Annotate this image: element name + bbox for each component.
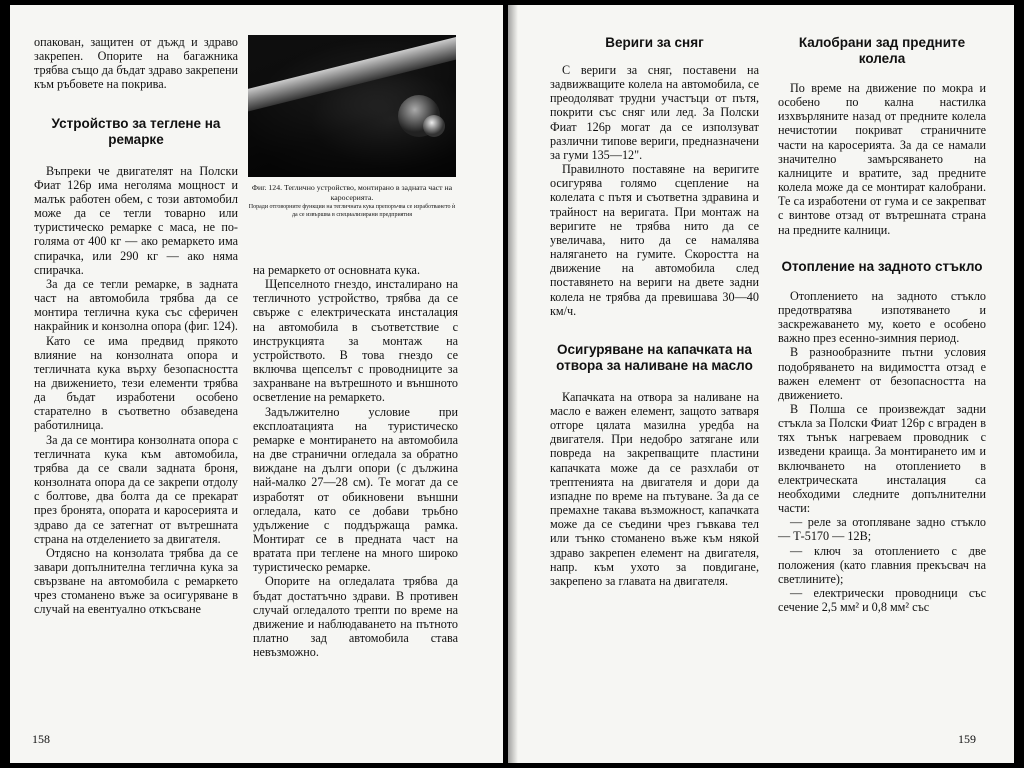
section-heading: Устройство за теглене на ремарке bbox=[51, 115, 221, 147]
section-heading: Отопление на задното стъкло bbox=[781, 258, 983, 274]
paragraph: Опорите на огледалата трябва да бъдат достатъчно здрави. В противен случай огледалото трепти по време на движение и наблюдаването на пътното платно зад автомобила става невъзможно. bbox=[253, 574, 458, 660]
paragraph: В разнообразните пътни условия подобряването на видимостта отзад е важен елемент от безопасността на движението. bbox=[778, 345, 986, 402]
figure-124 bbox=[248, 35, 456, 219]
section-heading: Вериги за сняг bbox=[605, 35, 704, 50]
paragraph: Отоплението на задното стъкло предотвратява изпотяването и заскрежаването му, което е особено важно през есенно-зимния период. bbox=[778, 288, 986, 346]
right-column-2 bbox=[778, 35, 986, 614]
paragraph: Щепселното гнездо, инсталирано на тегличното устройство, трябва да се свърже с електрическата инсталация на автомобила в съответствие с инструкцията за монтаж на устройството. В това гнездо се включва щепселът с проводниците за захранване на вътрешното и външното осветление на ремаркето. bbox=[253, 277, 458, 405]
paragraph: на ремаркето от основната кука. bbox=[253, 263, 421, 277]
page-number: 159 bbox=[958, 732, 976, 746]
paragraph: В Полша се произвеждат задни стъкла за Полски Фиат 126р с вграден в тях тънък нагреваем проводник с изведени краища. За монтирането им и включването на отоплението в електрическата инсталация са необходими следните допълнителни части: bbox=[778, 401, 986, 516]
paragraph: — ключ за отоплението с две положения (като главния прекъсвач на светлините); bbox=[778, 543, 986, 586]
paragraph: Правилното поставяне на веригите осигурява голямо сцепление на колелата с пътя и съответна здравина и трайност на веригата. При монтаж на веригите не трябва нито да се увеличава, нито да се намалява налягането на гумите. Скоростта на движение на автомобила след поставянето на вериги на двете задни колела не трябва да превишава 30—40 км/ч. bbox=[550, 162, 759, 318]
right-column-1 bbox=[550, 35, 759, 588]
figure-caption: Фиг. 124. Теглично устройство, монтирано в задната част на каросерията. bbox=[251, 183, 453, 202]
paragraph: По време на движение по мокра и особено по кална настилка изхвърляните назад от предните колела нечистотии покриват страничните части на каросерията. За да се намали значително замърсяването на калниците и вратите, зад предните колела може да се монтират калобрани. Те са изработени от гума и се закрепват с винтове отзад от вътрешната страна на предните калници. bbox=[778, 81, 986, 237]
right-page bbox=[508, 5, 1014, 763]
tow-hitch-photo bbox=[248, 35, 456, 177]
figure-note: Поради отговорните функции на тегличната кука препоръчва се изработването ѝ да се извършва в специализирани предприятия bbox=[248, 204, 456, 218]
paragraph: Отдясно на конзолата трябва да се завари допълнителна теглична кука за свързване на автомобила с ремаркето чрез стоманено въже за осигуряване в случай на евентуално откъсване bbox=[34, 545, 238, 617]
paragraph: опакован, защитен от дъжд и здраво закрепен. Опорите на багажника трябва също да бъдат здраво закрепени към ръбовете на покрива. bbox=[34, 35, 238, 92]
spine-shadow bbox=[508, 5, 518, 763]
paragraph: За да се тегли ремарке, в задната част на автомобила трябва да се монтира теглична кука със сферичен накрайник и конзолна опора (фиг. 124). bbox=[34, 276, 238, 334]
paragraph: За да се монтира конзолната опора с тегличната кука към автомобила, трябва да се свали задната броня, конзолната опора да се закрепи отдолу с болтове, два болта да се прекарат през бронята, опората и каросерията и здраво да се затегнат от вътрешната страна на отделението за двигателя. bbox=[34, 432, 238, 546]
left-column-2 bbox=[253, 263, 458, 659]
paragraph: — електрически проводници със сечение 2,5 мм² и 0,8 мм² със bbox=[778, 586, 986, 615]
section-heading: Осигуряване на капачката на отвора за наливане на масло bbox=[556, 341, 753, 373]
paragraph: Задължително условие при експлоатацията на туристическо ремарке е монтирането на автомобила на две странични огледала за обратно виждане на дълги опори (с дължина най-малко 27—28 см). Те могат да се изработят от обикновени външни огледала, като се добави трьбно удължение с поддържаща рамка. Монтират се в предната част на вратата при теглене на много широко туристическо ремарке. bbox=[253, 404, 458, 575]
paragraph: — реле за отопляване задно стъкло — Т-5170 — 12В; bbox=[778, 515, 986, 544]
paragraph: Въпреки че двигателят на Полски Фиат 126р има неголяма мощност и малък работен обем, с този автомобил може да се тегли товарно или туристическо ремарке с маса, не по-голяма от 400 кг — ако ремаркето има спирачка, или 290 кг — ако няма спирачка. bbox=[34, 163, 238, 277]
paragraph: С вериги за сняг, поставени на задвижващите колела на автомобила, се преодоляват трудни участъци от пътя, покрити със сняг или лед. За Полски Фиат 126р могат да се използуват различни типове вериги, предназначени за гуми 135—12". bbox=[550, 63, 759, 162]
section-heading: Калобрани зад предните колела bbox=[798, 35, 966, 66]
left-column-1 bbox=[34, 35, 238, 617]
paragraph: Капачката на отвора за наливане на масло е важен елемент, защото затваря отгоре цялата мазилна уредба на двигателя. При недобро затягане или повреда на закрепващите пластини капачката може да се разхлаби от трептенията на двигателя и дори да изпадне по време на пътуване. За да се премахне такава възможност, капачката може да се съедини чрез гъвкава тел или тънко стоманено въже към някой здраво закрепен елемент на двигателя, напр. към ухото за повдигане, закрепено за главата на двигателя. bbox=[550, 389, 759, 588]
paragraph: Като се има предвид прякото влияние на конзолната опора и тегличната кука върху безопасността на движението, тези елементи трябва да бъдат изработени особено старателно в съответно обзаведена работилница. bbox=[34, 333, 238, 433]
left-page bbox=[10, 5, 503, 763]
page-number: 158 bbox=[32, 732, 50, 746]
